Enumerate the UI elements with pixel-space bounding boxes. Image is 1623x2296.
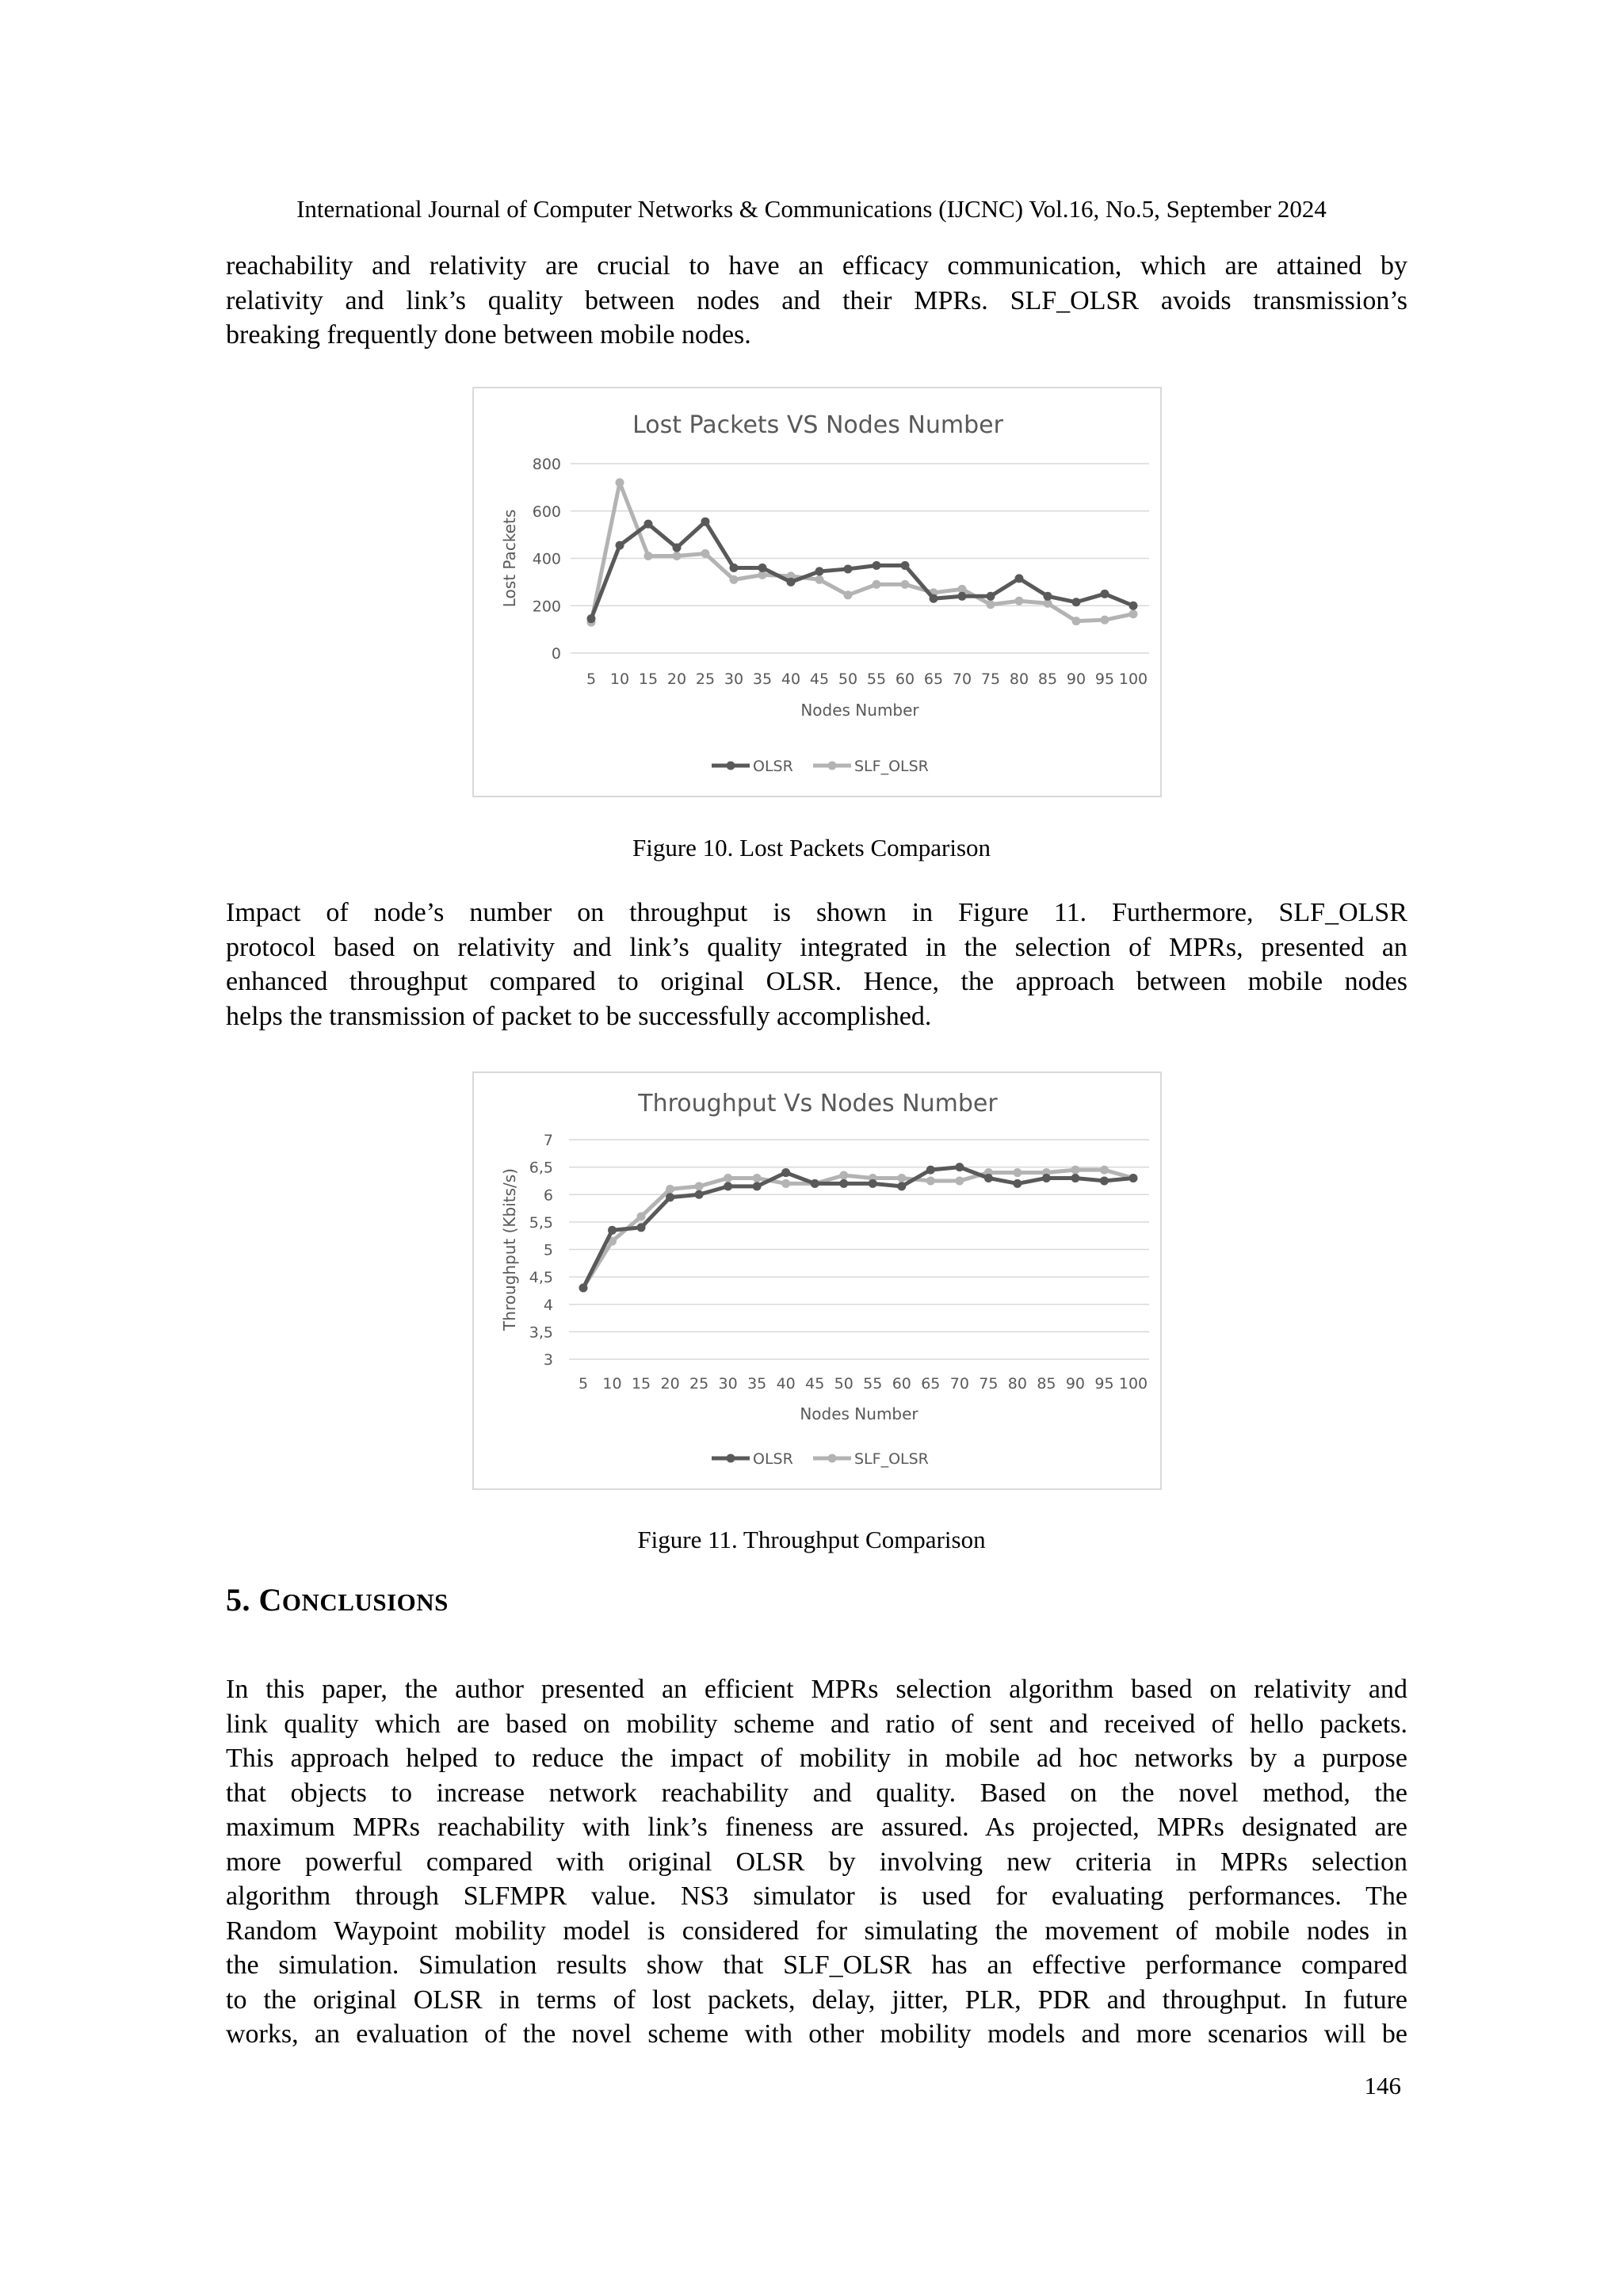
y-tick-label: 5,5 [529, 1213, 553, 1232]
data-point-slf_olsr [1013, 1168, 1022, 1177]
text-line: link quality which are based on mobility scheme and ratio of sent and received of hello packets. [226, 1709, 1407, 1739]
y-tick-label: 6 [543, 1186, 553, 1205]
text-line: This approach helped to reduce the impact of mobility in mobile ad hoc networks by a purpose [226, 1744, 1407, 1773]
data-point-olsr [984, 1174, 993, 1182]
x-tick-label: 5 [578, 1375, 589, 1392]
text-line: maximum MPRs reachability with link’s fineness are assured. As projected, MPRs designated are [226, 1813, 1407, 1842]
text-line: relativity and link’s quality between nodes and their MPRs. SLF_OLSR avoids transmission’s [226, 285, 1407, 315]
y-tick-label: 0 [551, 645, 561, 663]
data-point-olsr [955, 1163, 964, 1171]
legend-marker-olsr [727, 762, 735, 770]
data-point-slf_olsr [644, 552, 653, 560]
figure-10-caption: Figure 10. Lost Packets Comparison [632, 834, 991, 861]
y-tick-label: 4,5 [529, 1269, 553, 1287]
x-tick-label: 20 [666, 670, 687, 688]
data-point-olsr [673, 544, 682, 552]
x-tick-label: 80 [1009, 670, 1029, 688]
legend-label: SLF_OLSR [854, 758, 929, 775]
data-point-olsr [839, 1179, 848, 1188]
x-tick-label: 85 [1037, 670, 1058, 688]
data-point-slf_olsr [781, 1179, 790, 1188]
data-point-slf_olsr [1072, 617, 1081, 625]
x-tick-label: 40 [781, 670, 801, 688]
y-tick-label: 400 [532, 550, 561, 568]
data-point-olsr [844, 564, 853, 573]
x-tick-label: 30 [718, 1375, 738, 1392]
x-tick-label: 100 [1118, 670, 1148, 688]
running-header: International Journal of Computer Networks & Communications (IJCNC) Vol.16, No.5, September 2024 [296, 195, 1327, 223]
data-point-olsr [1015, 574, 1024, 583]
text-line: works, an evaluation of the novel scheme with other mobility models and more scenarios will be [226, 2019, 1407, 2049]
text-line: to the original OLSR in terms of lost packets, delay, jitter, PLR, PDR and throughput. In future [226, 1985, 1407, 2015]
data-point-olsr [958, 592, 967, 601]
data-point-olsr [1071, 1174, 1079, 1182]
data-point-slf_olsr [844, 590, 853, 599]
y-tick-label: 5 [543, 1241, 553, 1259]
paragraph-conclusions [226, 1672, 1407, 2052]
x-tick-label: 25 [695, 670, 716, 688]
data-point-olsr [1100, 1176, 1109, 1185]
data-point-olsr [930, 594, 938, 603]
text-line: more powerful compared with original OLSR by involving new criteria in MPRs selection [226, 1847, 1407, 1877]
x-tick-label: 50 [838, 670, 858, 688]
x-tick-label: 55 [866, 670, 887, 688]
data-point-slf_olsr [1071, 1166, 1079, 1175]
data-point-olsr [1042, 1174, 1051, 1182]
data-point-olsr [730, 563, 739, 572]
x-tick-label: 35 [752, 670, 773, 688]
data-point-slf_olsr [839, 1171, 848, 1180]
y-tick-label: 800 [532, 456, 561, 473]
data-point-olsr [811, 1179, 819, 1188]
data-point-olsr [616, 541, 624, 550]
x-tick-label: 50 [834, 1375, 854, 1392]
y-tick-label: 600 [532, 502, 561, 521]
data-point-olsr [1101, 590, 1109, 598]
x-tick-label: 65 [923, 670, 944, 688]
x-tick-label: 55 [863, 1375, 883, 1392]
legend-marker-olsr [727, 1454, 735, 1463]
data-point-olsr [644, 520, 653, 529]
data-point-olsr [587, 614, 596, 623]
data-point-olsr [1129, 1174, 1138, 1182]
data-point-slf_olsr [673, 552, 682, 560]
throughput-chart-svg [474, 1073, 1160, 1488]
data-point-slf_olsr [926, 1176, 935, 1185]
x-tick-label: 100 [1118, 1375, 1148, 1392]
x-tick-label: 70 [949, 1375, 969, 1392]
x-tick-label: 5 [586, 670, 597, 688]
x-tick-label: 60 [895, 670, 915, 688]
data-point-olsr [873, 561, 881, 570]
x-tick-label: 10 [602, 1375, 622, 1392]
x-tick-label: 15 [631, 1375, 651, 1392]
data-point-slf_olsr [1101, 616, 1109, 625]
x-tick-label: 80 [1007, 1375, 1027, 1392]
data-point-olsr [901, 561, 910, 570]
legend-marker-slf_olsr [828, 1454, 837, 1463]
data-point-olsr [869, 1179, 877, 1188]
data-point-olsr [608, 1226, 617, 1235]
series-line-slf_olsr [591, 483, 1133, 622]
y-tick-label: 3,5 [529, 1324, 553, 1342]
legend-label: OLSR [753, 758, 793, 775]
data-point-olsr [926, 1166, 935, 1175]
y-tick-label: 7 [543, 1132, 553, 1149]
data-point-slf_olsr [1129, 609, 1138, 618]
text-line: Random Waypoint mobility model is considered for simulating the movement of mobile nodes in [226, 1916, 1407, 1946]
x-tick-label: 45 [805, 1375, 825, 1392]
chart-title: Throughput Vs Nodes Number [638, 1090, 998, 1117]
data-point-slf_olsr [724, 1174, 732, 1182]
data-point-olsr [753, 1182, 762, 1190]
data-point-olsr [1013, 1179, 1022, 1188]
x-tick-label: 85 [1037, 1375, 1056, 1392]
legend-label: SLF_OLSR [854, 1450, 929, 1468]
text-line: In this paper, the author presented an efficient MPRs selection algorithm based on relativity and [226, 1675, 1407, 1704]
y-tick-label: 3 [543, 1351, 553, 1369]
data-point-slf_olsr [753, 1174, 762, 1182]
data-point-olsr [1129, 602, 1138, 610]
x-tick-label: 75 [980, 670, 1001, 688]
figure-11-throughput-chart [472, 1072, 1162, 1490]
data-point-slf_olsr [701, 549, 710, 558]
data-point-slf_olsr [815, 575, 824, 584]
series-line-slf_olsr [583, 1170, 1133, 1288]
data-point-olsr [781, 1168, 790, 1177]
x-tick-label: 10 [609, 670, 630, 688]
data-point-slf_olsr [730, 575, 739, 584]
x-tick-label: 65 [921, 1375, 941, 1392]
data-point-olsr [815, 567, 824, 575]
text-line: that objects to increase network reachability and quality. Based on the novel method, the [226, 1778, 1407, 1808]
x-tick-label: 60 [892, 1375, 911, 1392]
text-line: Impact of node’s number on throughput is shown in Figure 11. Furthermore, SLF_OLSR [226, 898, 1407, 927]
chart-title: Lost Packets VS Nodes Number [632, 411, 1003, 439]
data-point-olsr [695, 1190, 704, 1199]
legend-marker-slf_olsr [828, 762, 837, 770]
text-line: breaking frequently done between mobile nodes. [226, 320, 751, 350]
text-line: the simulation. Simulation results show that SLF_OLSR has an effective performance compared [226, 1950, 1407, 1980]
figure-11-caption: Figure 11. Throughput Comparison [637, 1526, 986, 1553]
data-point-slf_olsr [901, 580, 910, 589]
data-point-olsr [787, 578, 796, 586]
x-tick-label: 70 [952, 670, 972, 688]
data-point-slf_olsr [1100, 1166, 1109, 1175]
y-tick-label: 6,5 [529, 1159, 553, 1177]
x-axis-label: Nodes Number [800, 701, 919, 720]
data-point-olsr [666, 1193, 674, 1201]
data-point-olsr [579, 1283, 588, 1292]
x-tick-label: 20 [660, 1375, 680, 1392]
data-point-slf_olsr [955, 1176, 964, 1185]
data-point-slf_olsr [637, 1212, 646, 1221]
series-line-olsr [583, 1167, 1133, 1288]
x-tick-label: 90 [1065, 1375, 1086, 1392]
y-tick-label: 4 [543, 1296, 553, 1314]
data-point-slf_olsr [616, 478, 624, 487]
data-point-olsr [701, 518, 710, 526]
lost-packets-chart-svg [474, 388, 1160, 796]
x-tick-label: 40 [776, 1375, 796, 1392]
x-tick-label: 95 [1094, 670, 1115, 688]
section-heading-rest: ONCLUSIONS [281, 1588, 449, 1616]
data-point-slf_olsr [695, 1182, 704, 1190]
text-line: protocol based on relativity and link’s quality integrated in the selection of MPRs, presented an [226, 932, 1407, 962]
data-point-olsr [987, 592, 995, 601]
data-point-olsr [1072, 598, 1081, 606]
y-axis-label: Throughput (Kbits/s) [500, 1168, 519, 1331]
x-axis-label: Nodes Number [800, 1404, 918, 1423]
section-heading-conclusions [226, 1581, 449, 1618]
data-point-slf_olsr [1015, 597, 1024, 606]
data-point-slf_olsr [897, 1174, 906, 1182]
data-point-olsr [897, 1182, 906, 1190]
data-point-olsr [637, 1223, 646, 1232]
data-point-olsr [724, 1182, 732, 1190]
data-point-slf_olsr [666, 1185, 674, 1194]
figure-10-lost-packets-chart [472, 387, 1162, 797]
y-axis-label: Lost Packets [500, 509, 519, 608]
x-tick-label: 25 [689, 1375, 709, 1392]
x-tick-label: 30 [724, 670, 744, 688]
x-tick-label: 35 [747, 1375, 767, 1392]
legend-label: OLSR [753, 1450, 793, 1468]
x-tick-label: 95 [1094, 1375, 1114, 1392]
data-point-olsr [758, 563, 767, 572]
y-tick-label: 200 [532, 598, 561, 616]
section-heading-lead: 5. C [226, 1582, 282, 1618]
text-line: enhanced throughput compared to original OLSR. Hence, the approach between mobile nodes [226, 967, 1407, 996]
text-line: reachability and relativity are crucial to have an efficacy communication, which are attained by [226, 251, 1407, 281]
paragraph-intro [226, 249, 1407, 353]
x-tick-label: 45 [809, 670, 830, 688]
text-line: helps the transmission of packet to be successfully accomplished. [226, 1001, 932, 1031]
x-tick-label: 15 [638, 670, 659, 688]
x-tick-label: 90 [1066, 670, 1086, 688]
data-point-slf_olsr [987, 600, 995, 609]
data-point-slf_olsr [873, 580, 881, 589]
paragraph-throughput [226, 896, 1407, 1033]
x-tick-label: 75 [979, 1375, 999, 1392]
data-point-olsr [1044, 592, 1052, 601]
text-line: algorithm through SLFMPR value. NS3 simulator is used for evaluating performances. The [226, 1881, 1407, 1911]
page-number: 146 [1364, 2072, 1401, 2099]
